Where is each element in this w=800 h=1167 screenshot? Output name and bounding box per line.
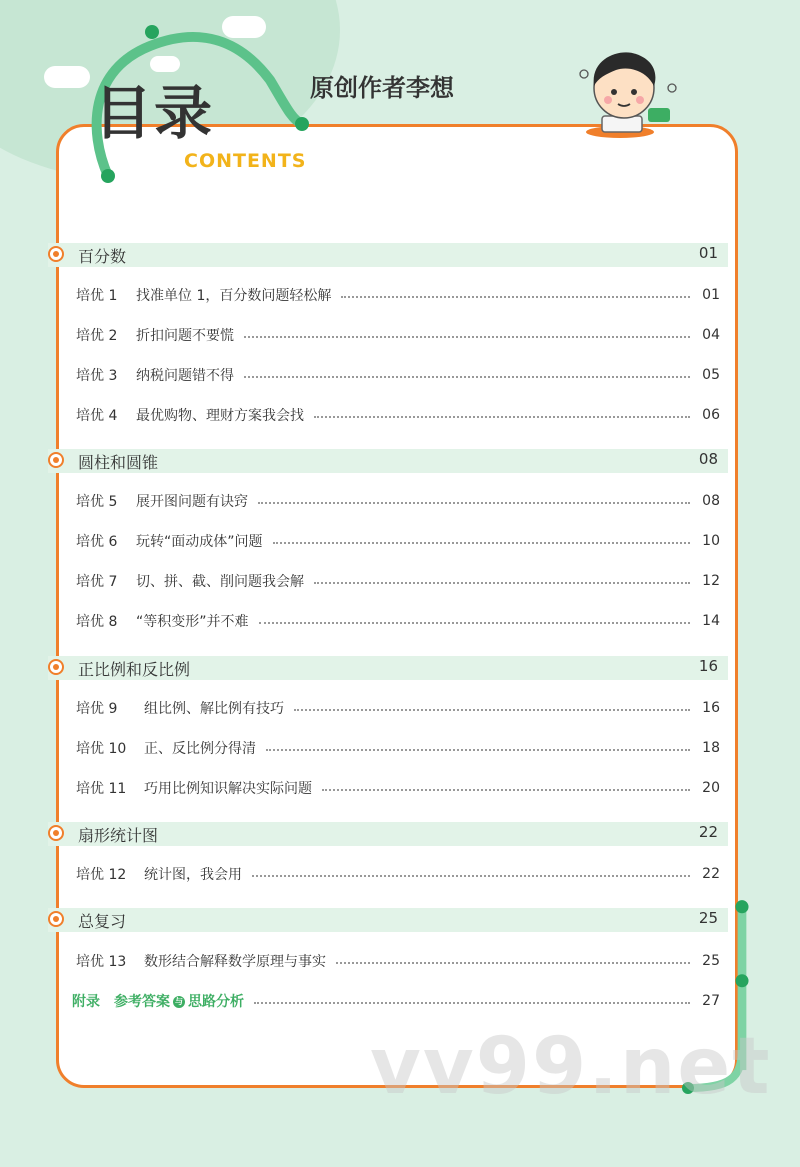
page-title: 目录 xyxy=(94,79,215,147)
entry-label: 培优 5 xyxy=(76,494,118,510)
entry-label: 培优 4 xyxy=(76,408,118,424)
entry-label: 培优 9 xyxy=(76,701,118,717)
dot-leader xyxy=(273,542,690,544)
appendix-title-b: 思路分析 xyxy=(188,994,244,1010)
author-caption: 原创作者李想 xyxy=(310,74,454,102)
dot-leader xyxy=(258,502,690,504)
toc-entry[interactable] xyxy=(76,863,720,885)
entry-label: 培优 7 xyxy=(76,574,118,590)
entry-title: 数形结合解释数学原理与事实 xyxy=(144,954,326,970)
toc-entry[interactable] xyxy=(76,570,720,592)
and-badge: 与 xyxy=(175,997,183,1006)
toc-entry[interactable] xyxy=(76,284,720,306)
entry-title: 展开图问题有诀窍 xyxy=(136,494,248,510)
entry-label: 培优 10 xyxy=(76,741,127,757)
dot-leader xyxy=(341,296,690,298)
appendix-entry[interactable] xyxy=(72,990,720,1012)
entry-page: 12 xyxy=(702,573,720,589)
bullet-icon xyxy=(48,452,64,468)
entry-page: 05 xyxy=(702,367,720,383)
section-title: 百分数 xyxy=(78,247,127,266)
toc-entry[interactable] xyxy=(76,324,720,346)
entry-title: 折扣问题不要慌 xyxy=(136,328,234,344)
section-header[interactable] xyxy=(48,656,728,680)
dot-leader xyxy=(244,376,690,378)
toc-entry[interactable] xyxy=(76,490,720,512)
entry-title: 纳税问题错不得 xyxy=(136,368,234,384)
bullet-icon xyxy=(48,825,64,841)
entry-title: 组比例、解比例有技巧 xyxy=(144,701,284,717)
entry-title: 玩转“面动成体”问题 xyxy=(136,534,263,550)
appendix-title-a: 参考答案 xyxy=(114,994,170,1010)
entry-title: 统计图，我会用 xyxy=(144,867,242,883)
entry-label: 培优 11 xyxy=(76,781,127,797)
entry-page: 01 xyxy=(702,287,720,303)
section-page: 01 xyxy=(698,244,718,262)
contents-panel xyxy=(56,124,738,1088)
section-header[interactable] xyxy=(48,243,728,267)
bullet-icon xyxy=(48,246,64,262)
entry-title: “等积变形”并不难 xyxy=(136,614,249,630)
entry-page: 22 xyxy=(702,866,720,882)
dot-leader xyxy=(314,582,690,584)
watermark: vv99.net xyxy=(370,1022,772,1112)
appendix-label: 附录 xyxy=(72,994,100,1010)
entry-title: 找准单位 1，百分数问题轻松解 xyxy=(136,288,332,304)
section-page: 22 xyxy=(698,823,718,841)
dot-leader xyxy=(244,336,690,338)
bullet-icon xyxy=(48,659,64,675)
entry-title: 切、拼、截、削问题我会解 xyxy=(136,574,304,590)
toc-entry[interactable] xyxy=(76,737,720,759)
entry-label: 培优 8 xyxy=(76,614,118,630)
toc-entry[interactable] xyxy=(76,777,720,799)
entry-page: 06 xyxy=(702,407,720,423)
section-header[interactable] xyxy=(48,449,728,473)
entry-label: 培优 1 xyxy=(76,288,118,304)
entry-page: 04 xyxy=(702,327,720,343)
entry-page: 10 xyxy=(702,533,720,549)
dot-leader xyxy=(259,622,690,624)
section-title: 圆柱和圆锥 xyxy=(78,453,159,472)
entry-page: 16 xyxy=(702,700,720,716)
section-header[interactable] xyxy=(48,908,728,932)
section-title: 正比例和反比例 xyxy=(78,660,191,679)
entry-page: 18 xyxy=(702,740,720,756)
entry-title: 正、反比例分得清 xyxy=(144,741,256,757)
entry-title: 最优购物、理财方案我会找 xyxy=(136,408,304,424)
page-subtitle: CONTENTS xyxy=(184,150,307,172)
section-page: 08 xyxy=(698,450,718,468)
entry-label: 培优 3 xyxy=(76,368,118,384)
section-page: 25 xyxy=(698,909,718,927)
boy-reading-illustration xyxy=(576,44,686,142)
entry-title: 巧用比例知识解决实际问题 xyxy=(144,781,312,797)
entry-page: 27 xyxy=(702,993,720,1009)
entry-page: 08 xyxy=(702,493,720,509)
dot-leader xyxy=(254,1002,690,1004)
entry-page: 14 xyxy=(702,613,720,629)
section-page: 16 xyxy=(698,657,718,675)
entry-page: 20 xyxy=(702,780,720,796)
entry-label: 培优 12 xyxy=(76,867,127,883)
dot-leader xyxy=(294,709,690,711)
section-title: 总复习 xyxy=(78,912,127,931)
entry-label: 培优 13 xyxy=(76,954,127,970)
dot-leader xyxy=(266,749,690,751)
toc-entry[interactable] xyxy=(76,950,720,972)
entry-label: 培优 2 xyxy=(76,328,118,344)
section-title: 扇形统计图 xyxy=(78,826,159,845)
appendix-title xyxy=(114,991,250,1011)
entry-label: 培优 6 xyxy=(76,534,118,550)
toc-entry[interactable] xyxy=(76,530,720,552)
bullet-icon xyxy=(48,911,64,927)
toc-entry[interactable] xyxy=(76,610,720,632)
toc-entry[interactable] xyxy=(76,697,720,719)
section-header[interactable] xyxy=(48,822,728,846)
entry-page: 25 xyxy=(702,953,720,969)
toc-entry[interactable] xyxy=(76,404,720,426)
toc-entry[interactable] xyxy=(76,364,720,386)
dot-leader xyxy=(322,789,690,791)
dot-leader xyxy=(252,875,690,877)
dot-leader xyxy=(336,962,690,964)
dot-leader xyxy=(314,416,690,418)
